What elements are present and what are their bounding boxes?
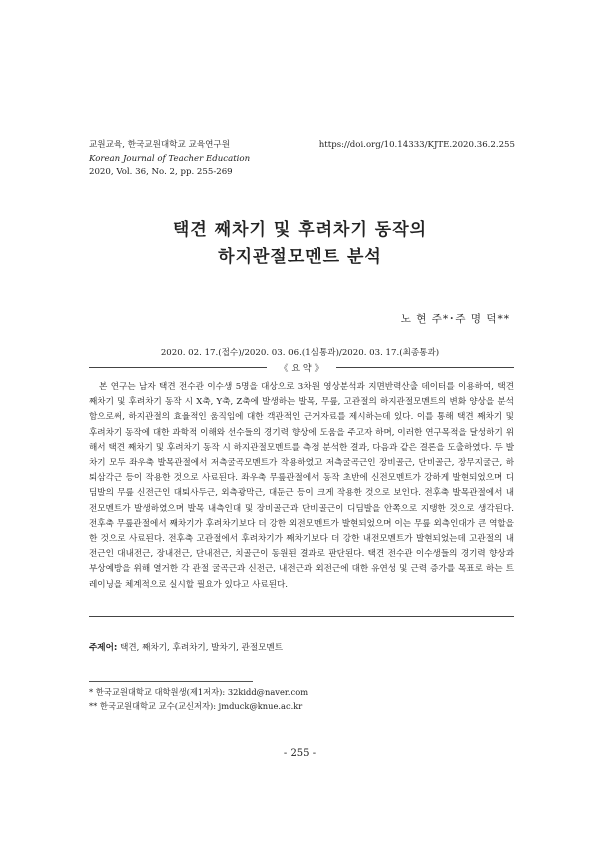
keywords-text: 택견, 째차기, 후려차기, 발차기, 관절모멘트 <box>120 643 284 653</box>
footnotes <box>89 685 308 713</box>
doi-link[interactable]: https://doi.org/10.14333/KJTE.2020.36.2.255 <box>318 140 515 150</box>
keywords <box>89 641 283 653</box>
title-line-2: 하지관절모멘트 분석 <box>218 247 382 267</box>
authors: 노 현 주*･주 명 덕** <box>400 313 510 325</box>
abstract-heading <box>89 362 514 374</box>
title-line-1: 택견 째차기 및 후려차기 동작의 <box>172 220 428 240</box>
heading-rule-right <box>336 367 514 368</box>
abstract-body: 본 연구는 남자 택견 전수관 이수생 5명을 대상으로 3차원 영상분석과 지면반력산출 데이터를 이용하여, 택견 째차기 및 후려차기 동작 시 X축, Y축, Z축에 발생하는 발목, 무릎, 고관절의 하지관절모멘트의 변화 양상을 분석함으로써, 하지관절의 효율적인 움직임에 대한 객관적인 근거자료를 제시하는데 있다. 이를 통해 택견 째차기 및 후려차기 동작에 대한 과학적 이해와 선수들의 경기력 향상에 도움을 주고자 하며, 이러한 연구목적을 달성하기 위해서 택견 째차기 및 후려차기 동작 시 하지관절모멘트를 측정 분석한 결과, 다음과 같은 결론을 도출하였다. 두 발차기 모두 좌우축 발목관절에서 저측굴곡모멘트가 작용하였고 저측굴곡근인 장비골근, 단비골근, 장무지굴근, 하퇴삼각근 등이 작용한 것으로 사료된다. 좌우축 무릎관절에서 동작 초반에 신전모멘트가 강하게 발현되었으며 디딤발의 무릎 신전근인 대퇴사두근, 외측광막근, 대둔근 등이 크게 작용한 것으로 보인다. 전후축 발목관절에서 내전모멘트가 발생하였으며 발목 내측인대 및 장비골근과 단비골근이 디딤발을 안쪽으로 지탱한 것으로 생각된다. 전후축 무릎관절에서 째차기가 후려차기보다 더 강한 외전모멘트가 발현되었으며 이는 무릎 외측인대가 큰 역할을 한 것으로 사료된다. 전후축 고관절에서 후려차기가 째차기보다 더 강한 내전모멘트가 발현되었는데 고관절의 내전근인 대내전근, 장내전근, 단내전근, 치골근이 동원된 결과로 판단된다. 택견 전수관 이수생들의 경기력 향상과 부상예방을 위해 열거한 각 관절 굴곡근과 신전근, 내전근과 외전근에 대한 유연성 및 근력 증가를 목표로 하는 트레이닝을 체계적으로 실시할 필요가 있다고 사료된다. <box>89 382 514 590</box>
footnote-corresponding-author: ** 한국교원대학교 교수(교신저자): jmduck@knue.ac.kr <box>89 701 303 711</box>
paper-title <box>0 217 600 271</box>
abstract-bottom-rule <box>89 616 514 617</box>
page-number: - 255 - <box>283 748 317 759</box>
heading-rule-left <box>89 367 267 368</box>
institution-line: 교원교육, 한국교원대학교 교육연구원 <box>89 140 231 150</box>
review-dates: 2020. 02. 17.(접수)/2020. 03. 06.(1심통과)/2020. 03. 17.(최종통과) <box>160 348 440 358</box>
keywords-label: 주제어: <box>89 643 118 653</box>
journal-english-name: Korean Journal of Teacher Education <box>89 153 251 164</box>
journal-header <box>89 139 250 180</box>
abstract-heading-label: 《 요 약 》 <box>279 364 324 374</box>
footnote-first-author: * 한국교원대학교 대학원생(제1저자): 32kidd@naver.com <box>89 687 309 697</box>
footnote-rule <box>89 681 253 682</box>
volume-info: 2020, Vol. 36, No. 2, pp. 255-269 <box>89 167 233 177</box>
